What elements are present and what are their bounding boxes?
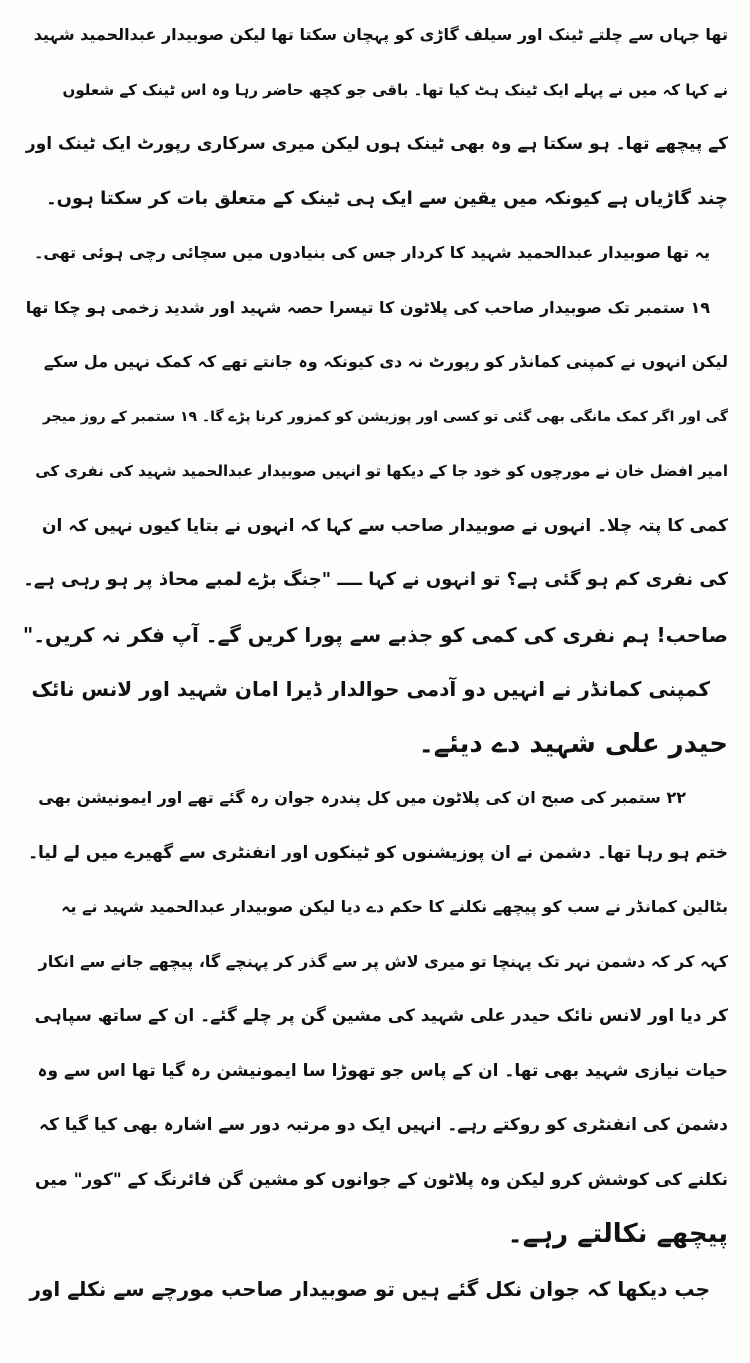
- paragraph-first-line: ۱۹ ستمبر تک صوبیدار صاحب کی پلاٹون کا تیسرا حصہ شہید اور شدید زخمی ہو چکا تھا: [25, 297, 710, 317]
- paragraph-first-line: ۲۲ ستمبر کی صبح ان کی پلاٹون میں کل پندرہ جوان رہ گئے تھے اور ایمونیشن بھی: [38, 788, 686, 807]
- text-line: کمی کا پتہ چلا۔ انہوں نے صوبیدار صاحب سے کہا کہ انہوں نے بتایا کیوں نہیں کہ ان: [41, 515, 728, 536]
- text-line: حیات نیازی شہید بھی تھا۔ ان کے پاس جو تھوڑا سا ایمونیشن رہ گیا تھا اس سے وہ: [37, 1060, 728, 1081]
- text-line: چند گاڑیاں ہے کیونکہ میں یقین سے ایک ہی ٹینک کے متعلق بات کر سکتا ہوں۔: [46, 187, 728, 209]
- text-line: صاحب! ہم نفری کی کمی کو جذبے سے پورا کریں گے۔ آپ فکر نہ کریں۔": [22, 622, 728, 647]
- text-line: بٹالین کمانڈر نے سب کو پیچھے نکلنے کا حکم دے دیا لیکن صوبیدار عبدالحمید شہید نے یہ: [61, 897, 728, 916]
- paragraph-first-line: جب دیکھا کہ جوان نکل گئے ہیں تو صوبیدار صاحب مورچے سے نکلے اور: [29, 1276, 710, 1301]
- text-line: ختم ہو رہا تھا۔ دشمن نے ان پوزیشنوں کو ٹینکوں اور انفنٹری سے گھیرے میں لے لیا۔: [28, 842, 728, 863]
- text-line: تھا جہاں سے چلتے ٹینک اور سیلف گاڑی کو پہچان سکتا تھا لیکن صوبیدار عبدالحمید شہید: [33, 25, 728, 44]
- text-line: لیکن انہوں نے کمپنی کمانڈر کو رپورٹ نہ دی کیونکہ وہ جانتے تھے کہ کمک نہیں مل سکے: [43, 352, 728, 371]
- text-line: کی نفری کم ہو گئی ہے؟ تو انہوں نے کہا ــــ "جنگ بڑے لمبے محاذ پر ہو رہی ہے۔: [23, 569, 728, 590]
- paragraph-first-line: کمپنی کمانڈر نے انہیں دو آدمی حوالدار ڈیرا امان شہید اور لانس نائک: [31, 677, 710, 701]
- text-line: نکلنے کی کوشش کرو لیکن وہ پلاٹون کے جوانوں کو مشین گن فائرنگ کے "کور" میں: [34, 1169, 728, 1190]
- text-line: گی اور اگر کمک مانگی بھی گئی تو کسی اور پوزیشن کو کمزور کرنا پڑے گا۔ ۱۹ ستمبر کے روز میجر: [42, 408, 728, 425]
- text-line: کر دیا اور لانس نائک حیدر علی شہید کی مشین گن پر چلے گئے۔ ان کے ساتھ سپاہی: [34, 1006, 728, 1026]
- text-line: حیدر علی شہید دے دیئے۔: [418, 728, 728, 759]
- text-line: کے پیچھے تھا۔ ہو سکتا ہے وہ بھی ٹینک ہوں لیکن میری سرکاری رپورٹ ایک ٹینک اور: [25, 134, 728, 154]
- text-line: پیچھے نکالتے رہے۔: [507, 1219, 728, 1249]
- text-line: دشمن کی انفنٹری کو روکتے رہے۔ انہیں ایک دو مرتبہ دور سے اشارہ بھی کیا گیا کہ: [39, 1115, 728, 1135]
- text-line: کہہ کر کہ دشمن نہر تک پہنچا تو میری لاش پر سے گذر کر پہنچے گا، پیچھے جانے سے انکار: [38, 951, 728, 971]
- text-line: امیر افضل خان نے مورچوں کو خود جا کے دیکھا تو انہیں صوبیدار عبدالحمید شہید کی نفری کی: [35, 462, 728, 480]
- paragraph-first-line: یہ تھا صوبیدار عبدالحمید شہید کا کردار جس کی بنیادوں میں سچائی رچی ہوئی تھی۔: [34, 243, 710, 262]
- urdu-text-body: [22, 8, 728, 1316]
- text-line: نے کہا کہ میں نے پہلے ایک ٹینک ہٹ کیا تھا۔ باقی جو کچھ حاضر رہا وہ اس ٹینک کے شعلوں: [62, 80, 728, 99]
